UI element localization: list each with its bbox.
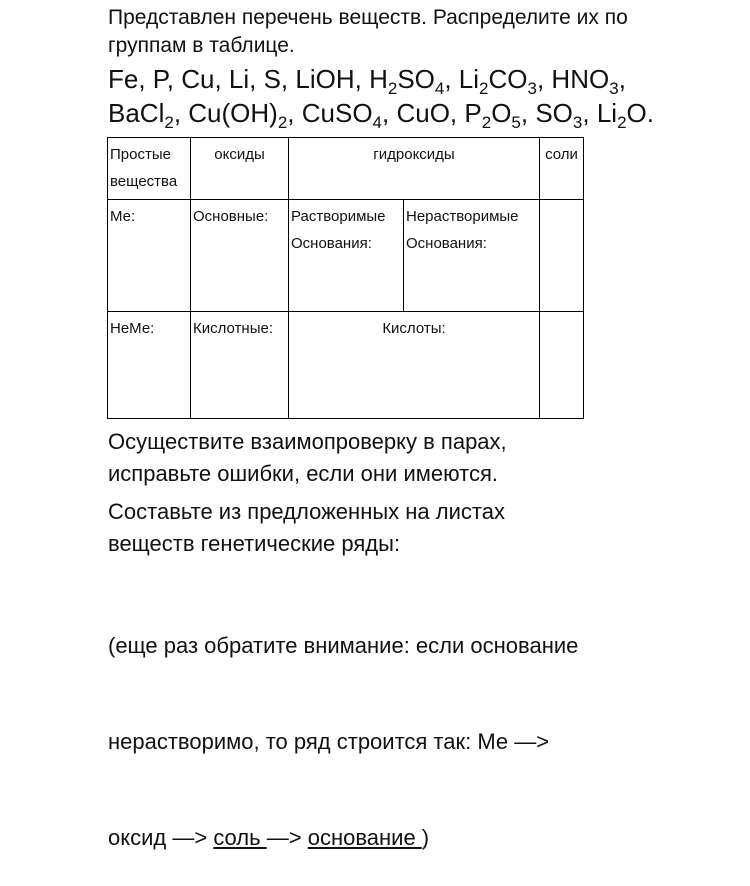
intro-text <box>108 4 708 60</box>
formula-text: O. <box>626 98 654 128</box>
insoluble-line-1: Нерастворимые <box>406 208 519 225</box>
soluble-line-2: Основания: <box>291 235 372 252</box>
formula-subscript: 2 <box>387 79 398 98</box>
formula-subscript: 2 <box>481 113 492 132</box>
formula-subscript: 3 <box>527 79 537 98</box>
formula-subscript: 2 <box>479 79 489 98</box>
header-salts: соли <box>540 138 584 200</box>
table-row-nonmetals <box>108 312 584 419</box>
formula-subscript: 3 <box>572 113 583 132</box>
cell-salts-me <box>540 200 584 312</box>
formula-text: , SO <box>520 98 573 128</box>
cell-acid-oxides: Кислотные: <box>191 312 289 419</box>
formula-subscript: 4 <box>372 113 383 132</box>
table-header-row <box>108 138 584 200</box>
formula-line-1 <box>108 62 654 96</box>
peer-check-line-1: Осуществите взаимопроверку в парах, <box>108 429 507 454</box>
formula-subscript: 4 <box>434 79 445 98</box>
intro-line-1: Представлен перечень веществ. Распределите их по <box>108 6 628 29</box>
header-simple-substances <box>108 138 191 200</box>
compose-line-2: веществ генетические ряды: <box>108 531 401 556</box>
note-text <box>108 566 578 886</box>
note-oxide-arrow: оксид —> <box>108 825 214 850</box>
cell-basic-oxides: Основные: <box>191 200 289 312</box>
formula-text: SO <box>397 64 435 94</box>
formula-subscript: 5 <box>511 113 521 132</box>
formula-text: , Li <box>582 98 618 128</box>
formula-text: BaCl <box>108 98 165 128</box>
cell-insoluble-bases <box>404 200 540 312</box>
formula-text: Fe, P, Cu, Li, S, LiOH, H <box>108 64 388 94</box>
intro-line-2: группам в таблице. <box>108 34 295 57</box>
note-base: основание <box>307 825 422 850</box>
note-line-1: (еще раз обратите внимание: если основание <box>108 633 579 658</box>
formula-subscript: 2 <box>164 113 174 132</box>
cell-acids: Кислоты: <box>289 312 540 419</box>
header-simple-line-1: Простые <box>110 146 171 163</box>
cell-soluble-bases <box>289 200 404 312</box>
header-hydroxides: гидроксиды <box>289 138 540 200</box>
note-close-paren: ) <box>421 825 430 850</box>
formula-text: , CuSO <box>287 98 373 128</box>
header-simple-line-2: вещества <box>110 173 178 190</box>
note-arrow: —> <box>266 825 308 850</box>
insoluble-line-2: Основания: <box>406 235 487 252</box>
cell-neme-label: НеМе: <box>108 312 191 419</box>
note-salt: соль <box>213 825 267 850</box>
compose-text <box>108 496 505 560</box>
formula-text: O <box>491 98 512 128</box>
formula-text: , <box>618 64 626 94</box>
formula-text: CO <box>488 64 528 94</box>
classification-table <box>107 137 584 419</box>
formula-text: , HNO <box>536 64 610 94</box>
soluble-line-1: Растворимые <box>291 208 386 225</box>
formula-text: , Cu(OH) <box>173 98 278 128</box>
cell-salts-neme <box>540 312 584 419</box>
table-row-metals <box>108 200 584 312</box>
formula-line-2 <box>108 96 654 130</box>
peer-check-text <box>108 426 507 490</box>
note-line-3 <box>108 822 578 854</box>
formula-subscript: 3 <box>609 79 619 98</box>
formula-subscript: 2 <box>277 113 288 132</box>
compose-line-1: Составьте из предложенных на листах <box>108 499 505 524</box>
note-line-2: нерастворимо, то ряд строится так: Ме —> <box>108 729 550 754</box>
formula-text: , CuO, P <box>382 98 482 128</box>
formula-list <box>108 62 654 130</box>
peer-check-line-2: исправьте ошибки, если они имеются. <box>108 461 498 486</box>
formula-text: , Li <box>444 64 480 94</box>
header-oxides: оксиды <box>191 138 289 200</box>
formula-subscript: 2 <box>617 113 627 132</box>
cell-me-label: Ме: <box>108 200 191 312</box>
